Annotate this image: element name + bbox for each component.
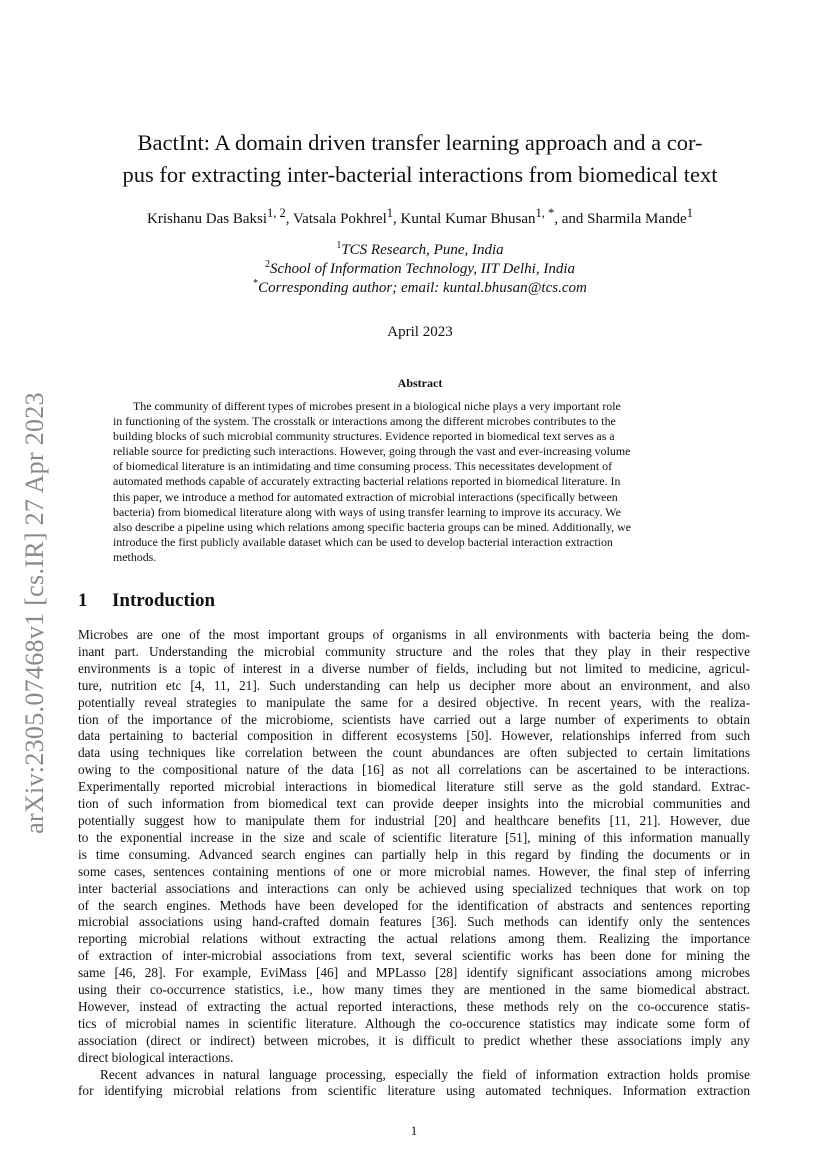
body-line: Microbes are one of the most important groups of organisms in all environments with bacteria being the dom- — [78, 627, 750, 642]
section-number: 1 — [78, 590, 88, 611]
body-line: inant part. Understanding the microbial community structure and the roles that they play in their respective — [78, 643, 750, 659]
author-affiliation-marker: 1, 2 — [267, 206, 286, 220]
body-line: ture, nutrition etc [4, 11, 21]. Such understanding can help us decipher more about an environment, and also — [78, 677, 750, 693]
affiliation-text: School of Information Technology, IIT Delhi, India — [270, 261, 575, 277]
body-line: data using techniques like correlation between the count abundances are often subjected to certain limitations — [78, 745, 750, 761]
body-line: inter bacterial associations and interactions can only be achieved using specialized techniques that work on top — [78, 880, 750, 896]
abstract-line: methods. — [113, 549, 157, 564]
section-title: Introduction — [112, 590, 216, 611]
body-line: of extraction of inter-microbial associations from text, several scientific works has been done for mining the — [78, 948, 750, 964]
paper-title — [90, 127, 750, 191]
body-line: Experimentally reported microbial interactions in biomedical literature still serve as the gold standard. Extrac- — [78, 779, 750, 795]
affiliation-marker: 1 — [336, 240, 342, 251]
body-line: potentially suggest how to manipulate them for industrial [20] and healthcare benefits [11, 21]. However, due — [78, 812, 750, 828]
arxiv-identifier: arXiv:2305.07468v1 [cs.IR] 27 Apr 2023 — [20, 392, 50, 834]
author-affiliation-marker: 1 — [686, 206, 693, 220]
author-name: , and Sharmila Mande — [554, 211, 687, 227]
body-line: for identifying microbial relations from scientific literature using automated techniques. Information extraction — [78, 1083, 750, 1099]
page-number: 1 — [410, 1123, 418, 1138]
affiliation-text: Corresponding author; email: kuntal.bhusan@tcs.com — [258, 280, 587, 296]
affiliation-text: TCS Research, Pune, India — [341, 242, 504, 258]
publication-date: April 2023 — [387, 324, 453, 340]
abstract-body — [113, 399, 715, 565]
arxiv-side-label — [18, 378, 52, 848]
abstract-heading: Abstract — [397, 376, 443, 390]
affiliation-marker: * — [253, 278, 259, 289]
abstract-line: also describe a pipeline using which relations among specific bacteria groups can be mined. Additionally, we — [113, 519, 631, 534]
body-line: some cases, sentences containing mentions of one or more microbial names. However, the final step of inferring — [78, 863, 750, 879]
body-line: same [46, 28]. For example, EviMass [46] and MPLasso [28] identify significant associations among microbes — [78, 965, 750, 981]
author-list — [70, 206, 770, 228]
body-line: to the exponential increase in the size and scale of scientific literature [51], mining of this information manually — [78, 829, 750, 845]
body-line: environments is a topic of interest in a diverse number of fields, including but not limited to medicine, agricul- — [78, 660, 750, 676]
abstract-line: automated methods capable of accurately extracting bacterial relations reported in biomedical literature. In — [113, 474, 621, 489]
title-line: pus for extracting inter-bacterial interactions from biomedical text — [122, 162, 718, 187]
body-line: using their co-occurrence statistics, i.e., how many times they are mentioned in the same biomedical abstract. — [78, 982, 750, 998]
body-line: of the search engines. Methods have been developed for the identification of abstracts and sentences reporting — [78, 897, 750, 913]
abstract-line: introduce the first publicly available dataset which can be used to develop bacterial interaction extraction — [113, 534, 613, 549]
body-line: Recent advances in natural language processing, especially the field of information extraction holds promise — [100, 1066, 750, 1082]
author-name: Krishanu Das Baksi — [147, 211, 268, 227]
abstract-line: bacteria) from biomedical literature along with ways of using transfer learning to improve its accuracy. We — [113, 504, 621, 519]
affiliation-3 — [120, 278, 720, 297]
abstract-line: this paper, we introduce a method for automated extraction of microbial interactions (specifically between — [113, 489, 618, 504]
body-line: microbial associations using hand-crafted domain features [36]. Such methods can identify only the sentences — [78, 914, 750, 930]
body-line: owing to the compositional nature of the data [16] as not all correlations can be ascertained to be interactions. — [78, 762, 750, 778]
author-affiliation-marker: 1 — [386, 206, 393, 220]
abstract-line: The community of different types of microbes present in a biological niche plays a very important role — [133, 399, 621, 413]
author-name: , Kuntal Kumar Bhusan — [393, 211, 536, 227]
body-line: tics of microbial names in scientific literature. Although the co-occurence statistics may indicate some form of — [78, 1015, 750, 1031]
body-line: tion of the importance of the microbiome, scientists have carried out a large number of experiments to obtain — [78, 711, 750, 727]
affiliation-2 — [120, 259, 720, 278]
affiliation-1 — [120, 240, 720, 259]
body-line: data pertaining to bacterial composition in different ecosystems [50]. However, relationships inferred from such — [78, 728, 750, 744]
introduction-body — [78, 627, 750, 1100]
body-line: tion of such information from biomedical text can provide deeper insights into the microbial communities and — [78, 796, 750, 812]
author-affiliation-marker: 1, * — [535, 206, 555, 220]
author-name: , Vatsala Pokhrel — [285, 211, 387, 227]
abstract-line: in functioning of the system. The crosstalk or interactions among the different microbes contributes to the — [113, 414, 616, 429]
body-line: However, instead of extracting the actual reported interactions, these methods rely on the co-occurence statis- — [78, 998, 750, 1014]
affiliation-marker: 2 — [265, 259, 270, 270]
body-line: potentially reveal strategies to manipulate the same for a desired objective. In recent years, with the realiza- — [78, 694, 750, 710]
section-heading — [78, 590, 215, 612]
title-line: BactInt: A domain driven transfer learning approach and a cor- — [137, 130, 703, 155]
body-line: reporting microbial relations without extracting the actual relations among them. Realizing the importance — [78, 931, 750, 947]
body-line: direct biological interactions. — [78, 1049, 234, 1065]
abstract-line: building blocks of such microbial community structures. Evidence reported in biomedical text serves as a — [113, 429, 615, 444]
abstract-line: of biomedical literature is an intimidating and time consuming process. This necessitates development of — [113, 459, 613, 474]
body-line: association (direct or indirect) between microbes, it is difficult to predict whether these associations imply any — [78, 1032, 750, 1048]
abstract-line: reliable source for predicting such interactions. However, going through the vast and ever-increasing volume — [113, 444, 631, 459]
body-line: is time consuming. Advanced search engines can partially help in this regard by finding the documents or in — [78, 846, 750, 862]
